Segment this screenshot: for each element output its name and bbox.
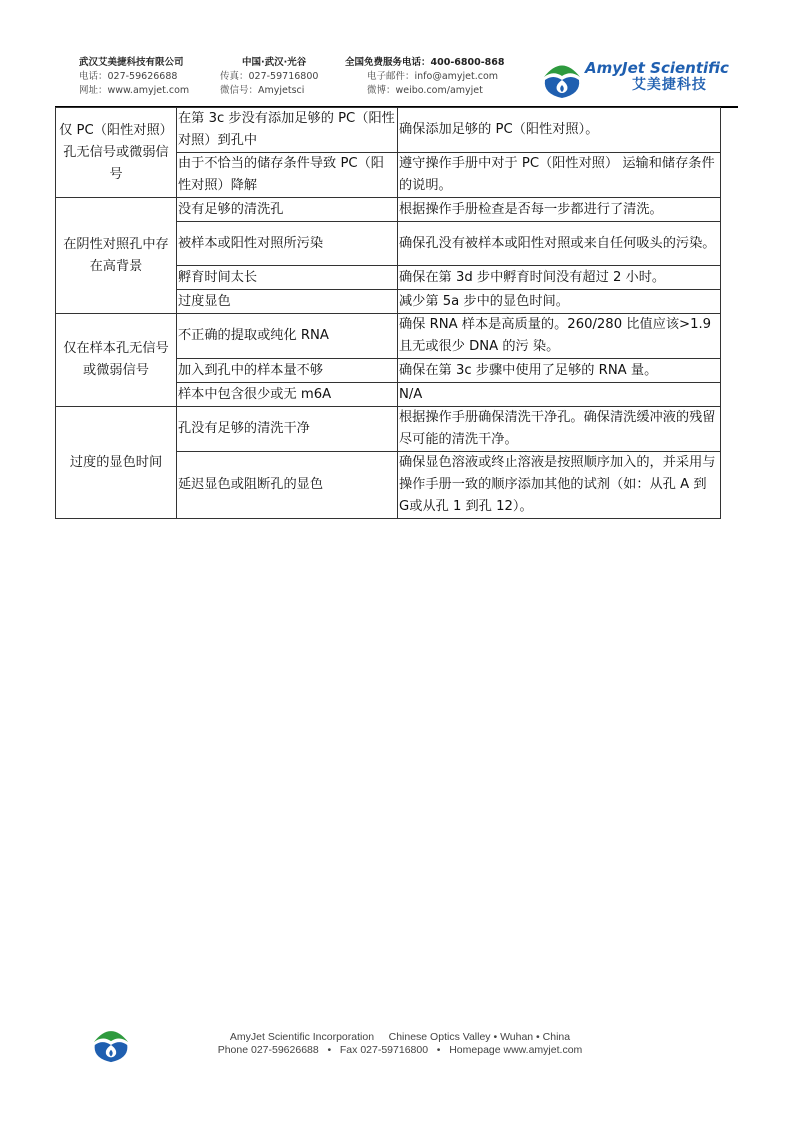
- brand-name-en: AmyJet Scientific: [585, 59, 729, 77]
- location: 中国·武汉·光谷: [242, 57, 307, 68]
- wechat: 微信号：Amyjetsci: [220, 85, 305, 96]
- footer-contact: [150, 1031, 650, 1057]
- solution-cell: 遵守操作手册中对于 PC（阳性对照） 运输和储存条件的说明。: [398, 153, 721, 198]
- header-contact-col-3: [345, 56, 505, 98]
- cause-cell: 加入到孔中的样本量不够: [177, 359, 398, 383]
- cause-cell: 在第 3c 步没有添加足够的 PC（阳性对照）到孔中: [177, 108, 398, 153]
- problem-cell: 在阴性对照孔中存在高背景: [56, 198, 177, 314]
- cause-cell: 孵育时间太长: [177, 266, 398, 290]
- solution-cell: 确保在第 3d 步中孵育时间没有超过 2 小时。: [398, 266, 721, 290]
- solution-cell: N/A: [398, 383, 721, 407]
- header-contact-col-2: [220, 56, 318, 98]
- brand-name-cn: 艾美捷科技: [631, 77, 707, 93]
- cause-cell: 由于不恰当的储存条件导致 PC（阳性对照）降解: [177, 153, 398, 198]
- table-row: [56, 108, 721, 153]
- solution-cell: 减少第 5a 步中的显色时间。: [398, 290, 721, 314]
- solution-cell: 确保 RNA 样本是高质量的。260/280 比值应该>1.9 且无或很少 DNA 的污 染。: [398, 314, 721, 359]
- troubleshooting-table: [55, 107, 721, 519]
- table-row: [56, 314, 721, 359]
- header-contact-col-1: [79, 56, 189, 98]
- phone: 电话：027-59626688: [79, 71, 178, 82]
- footer-logo-icon: [91, 1024, 131, 1064]
- cause-cell: 过度显色: [177, 290, 398, 314]
- cause-cell: 延迟显色或阻断孔的显色: [177, 452, 398, 519]
- company-name: 武汉艾美捷科技有限公司: [79, 57, 184, 68]
- hotline: 全国免费服务电话：400-6800-868: [345, 57, 505, 68]
- cause-cell: 孔没有足够的清洗干净: [177, 407, 398, 452]
- solution-cell: 确保显色溶液或终止溶液是按照顺序加入的，并采用与操作手册一致的顺序添加其他的试剂（如：从孔 A 到 G或从孔 1 到孔 12）。: [398, 452, 721, 519]
- cause-cell: 不正确的提取或纯化 RNA: [177, 314, 398, 359]
- weibo: 微博：weibo.com/amyjet: [367, 85, 483, 96]
- footer-line-2: Phone 027-59626688 • Fax 027-59716800 • Homepage www.amyjet.com: [217, 1044, 583, 1056]
- cause-cell: 样本中包含很少或无 m6A: [177, 383, 398, 407]
- table-row: [56, 198, 721, 222]
- problem-cell: 仅 PC（阳性对照）孔无信号或微弱信号: [56, 108, 177, 198]
- footer-line-1: AmyJet Scientific Incorporation Chinese Optics Valley • Wuhan • China: [229, 1031, 571, 1043]
- fax: 传真：027-59716800: [220, 71, 319, 82]
- email: 电子邮件：info@amyjet.com: [367, 71, 499, 82]
- brand: [585, 60, 729, 94]
- solution-cell: 根据操作手册确保清洗干净孔。确保清洗缓冲液的残留尽可能的清洗干净。: [398, 407, 721, 452]
- table-row: [56, 407, 721, 452]
- solution-cell: 确保在第 3c 步骤中使用了足够的 RNA 量。: [398, 359, 721, 383]
- problem-cell: 过度的显色时间: [56, 407, 177, 519]
- cause-cell: 没有足够的清洗孔: [177, 198, 398, 222]
- problem-cell: 仅在样本孔无信号或微弱信号: [56, 314, 177, 407]
- amyjet-logo-icon: [541, 58, 583, 100]
- solution-cell: 确保添加足够的 PC（阳性对照）。: [398, 108, 721, 153]
- cause-cell: 被样本或阳性对照所污染: [177, 222, 398, 266]
- solution-cell: 根据操作手册检查是否每一步都进行了清洗。: [398, 198, 721, 222]
- solution-cell: 确保孔没有被样本或阳性对照或来自任何吸头的污染。: [398, 222, 721, 266]
- website: 网址：www.amyjet.com: [79, 85, 190, 96]
